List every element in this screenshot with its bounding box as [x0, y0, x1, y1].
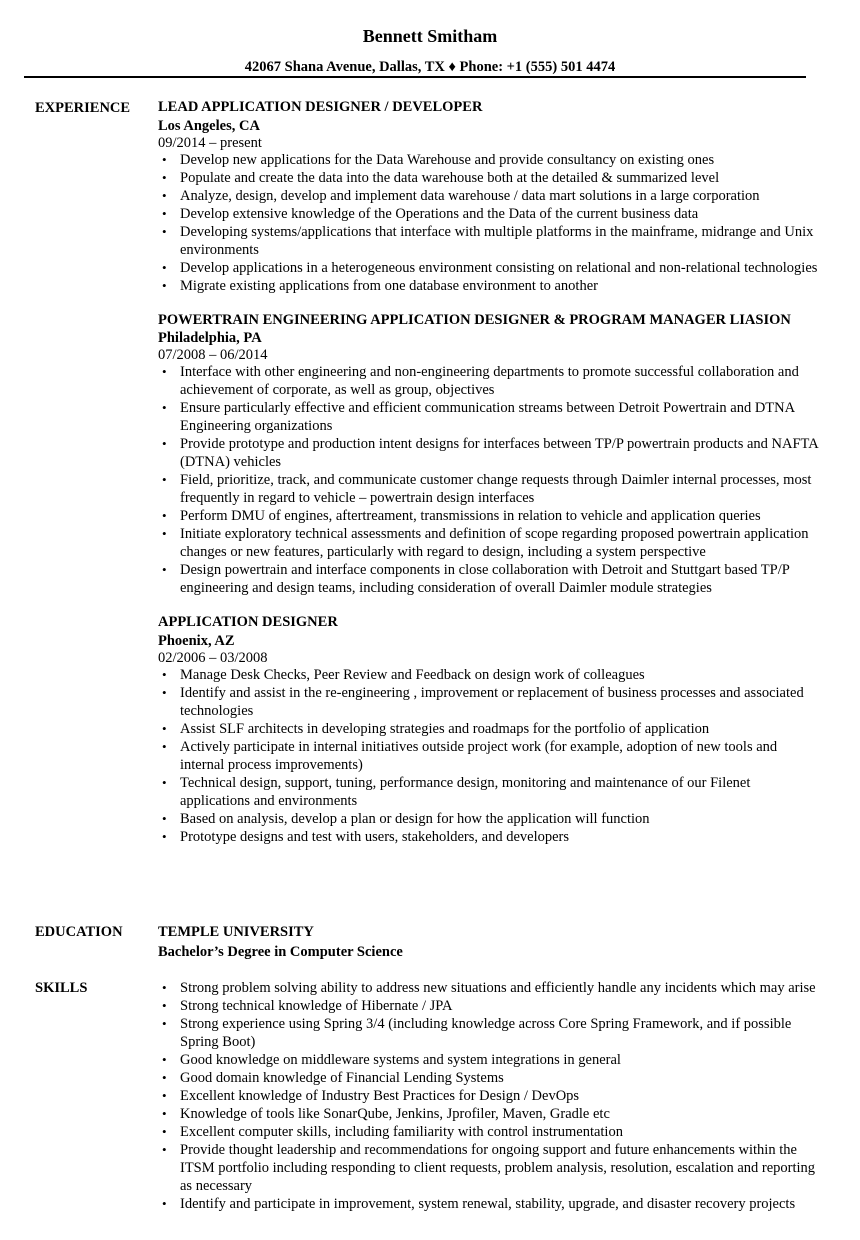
contact-line: 42067 Shana Avenue, Dallas, TX ♦ Phone: +1 (555) 501 4474: [244, 59, 616, 75]
bullet-item: • Prototype designs and test with users, stakeholders, and developers: [158, 828, 818, 846]
job-title: APPLICATION DESIGNER: [158, 614, 338, 630]
section-label-experience: EXPERIENCE: [35, 100, 131, 116]
job-entry: [158, 614, 818, 846]
job-location: Los Angeles, CA: [158, 117, 260, 134]
skills-body: [158, 979, 818, 1213]
skill-item: • Good knowledge on middleware systems and system integrations in general: [158, 1051, 818, 1069]
section-label-education: EDUCATION: [35, 924, 123, 940]
job-location: Phoenix, AZ: [158, 632, 235, 649]
bullet-item: • Populate and create the data into the data warehouse both at the detailed & summarized level: [158, 169, 818, 187]
degree: Bachelor’s Degree in Computer Science: [158, 944, 403, 960]
bullet-item: • Design powertrain and interface components in close collaboration with Detroit and Stuttgart based TP/P engineering and design teams, including consideration of overall Daimler module strategies: [158, 561, 818, 597]
job-entry: [158, 312, 818, 598]
job-title: POWERTRAIN ENGINEERING APPLICATION DESIGNER & PROGRAM MANAGER LIASION: [158, 311, 791, 328]
skill-item: • Strong experience using Spring 3/4 (including knowledge across Core Spring Framework, and if possible Spring Boot): [158, 1015, 818, 1051]
job-bullets: [158, 363, 818, 597]
job-dates: 07/2008 – 06/2014: [158, 347, 268, 363]
bullet-item: • Initiate exploratory technical assessments and definition of scope regarding proposed powertrain application changes or new features, particularly with regard to design, including a system perspective: [158, 525, 818, 561]
skill-item: • Strong technical knowledge of Hibernate / JPA: [158, 997, 818, 1015]
job-dates: 09/2014 – present: [158, 134, 262, 151]
skill-item: • Identify and participate in improvement, system renewal, stability, upgrade, and disaster recovery projects: [158, 1195, 818, 1213]
bullet-item: • Actively participate in internal initiatives outside project work (for example, adoption of new tools and internal process improvements): [158, 738, 818, 774]
job-location: Philadelphia, PA: [158, 330, 262, 346]
bullet-item: • Develop new applications for the Data Warehouse and provide consultancy on existing ones: [158, 151, 818, 169]
bullet-item: • Field, prioritize, track, and communicate customer change requests through Daimler internal processes, most frequently in regard to vehicle – powertrain design interfaces: [158, 471, 818, 507]
skill-item: • Provide thought leadership and recommendations for ongoing support and future enhancements within the ITSM portfolio including responding to client requests, problem analysis, resolution, escalation and reporting as necessary: [158, 1141, 818, 1195]
job-entry: [158, 99, 818, 295]
bullet-item: • Based on analysis, develop a plan or design for how the application will function: [158, 810, 818, 828]
education-body: [158, 923, 818, 961]
bullet-item: • Ensure particularly effective and efficient communication streams between Detroit Powertrain and DTNA Engineering organizations: [158, 399, 818, 435]
bullet-item: • Interface with other engineering and non-engineering departments to promote successful collaboration and achievement of corporate, as well as group, objectives: [158, 363, 818, 399]
skill-item: • Excellent knowledge of Industry Best Practices for Design / DevOps: [158, 1087, 818, 1105]
skill-item: • Strong problem solving ability to address new situations and efficiently handle any incidents which may arise: [158, 979, 818, 997]
bullet-item: • Manage Desk Checks, Peer Review and Feedback on design work of colleagues: [158, 666, 818, 684]
skill-item: • Knowledge of tools like SonarQube, Jenkins, Jprofiler, Maven, Gradle etc: [158, 1105, 818, 1123]
bullet-item: • Technical design, support, tuning, performance design, monitoring and maintenance of our Filenet applications and environments: [158, 774, 818, 810]
bullet-item: • Develop applications in a heterogeneous environment consisting on relational and non-relational technologies: [158, 259, 818, 277]
bullet-item: • Perform DMU of engines, aftertreament, transmissions in relation to vehicle and application queries: [158, 507, 818, 525]
job-title: LEAD APPLICATION DESIGNER / DEVELOPER: [158, 99, 483, 115]
bullet-item: • Develop extensive knowledge of the Operations and the Data of the current business data: [158, 205, 818, 223]
bullet-item: • Provide prototype and production intent designs for interfaces between TP/P powertrain products and NAFTA (DTNA) vehicles: [158, 435, 818, 471]
bullet-item: • Migrate existing applications from one database environment to another: [158, 277, 818, 295]
job-bullets: [158, 666, 818, 846]
job-dates: 02/2006 – 03/2008: [158, 649, 268, 666]
candidate-name: Bennett Smitham: [362, 26, 498, 46]
skills-list: [158, 979, 818, 1213]
bullet-item: • Analyze, design, develop and implement data warehouse / data mart solutions in a large corporation: [158, 187, 818, 205]
job-bullets: [158, 151, 818, 295]
bullet-item: • Identify and assist in the re-engineering , improvement or replacement of business processes and associated technologies: [158, 684, 818, 720]
bullet-item: • Developing systems/applications that interface with multiple platforms in the mainframe, midrange and Unix environments: [158, 223, 818, 259]
skill-item: • Good domain knowledge of Financial Lending Systems: [158, 1069, 818, 1087]
school-name: TEMPLE UNIVERSITY: [158, 924, 314, 940]
bullet-item: • Assist SLF architects in developing strategies and roadmaps for the portfolio of application: [158, 720, 818, 738]
header-divider: [24, 76, 806, 78]
skill-item: • Excellent computer skills, including familiarity with control instrumentation: [158, 1123, 818, 1141]
experience-body: [158, 99, 818, 863]
section-label-skills: SKILLS: [35, 980, 88, 996]
